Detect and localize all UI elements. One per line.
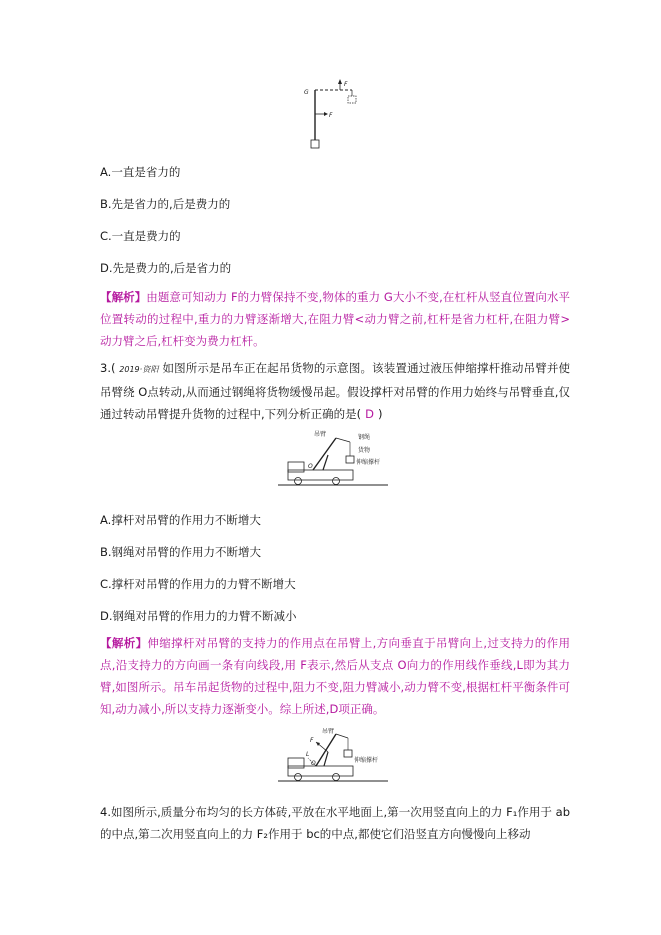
crane-figure <box>278 430 393 490</box>
q3-option-b: B.钢绳对吊臂的作用力不断增大 <box>100 545 262 559</box>
q3-stem-text: 如图所示是吊车正在起吊货物的示意图。该装置通过液压伸缩撑杆推动吊臂并使吊臂绕 O点转动,从而通过钢绳将货物缓慢吊起。假设撑杆对吊臂的作用力始终与吊臂垂直,仅通过转动吊臂提升货物的过程中,下列分析正确的是( <box>100 361 571 421</box>
label-rod-2: 伸缩撑杆 <box>354 757 379 764</box>
label-f-up: F <box>344 81 348 88</box>
lever-figure <box>300 78 370 150</box>
q2-option-b: B.先是省力的,后是费力的 <box>100 197 231 211</box>
q3-stem <box>100 357 570 425</box>
label-arm: 吊臂 <box>314 431 327 438</box>
q2-option-a: A.一直是省力的 <box>100 165 181 179</box>
q4-stem: 4.如图所示,质量分布均匀的长方体砖,平放在水平地面上,第一次用竖直向上的力 F₁作用于 ab的中点,第二次用竖直向上的力 F₂作用于 bc的中点,都使它们沿竖直方向慢慢向上移动 <box>100 805 570 841</box>
q2-analysis <box>100 286 570 352</box>
label-g: G <box>304 89 309 96</box>
label-rod: 伸缩撑杆 <box>356 459 381 466</box>
label-cargo: 货物 <box>358 447 371 454</box>
label-arm-2: 吊臂 <box>322 728 335 735</box>
label-f-right: F <box>329 112 333 119</box>
q3-analysis <box>100 632 570 720</box>
q2-analysis-text: 由题意可知动力 F的力臂保持不变,物体的重力 G大小不变,在杠杆从竖直位置向水平位置转动的过程中,重力的力臂逐渐增大,在阻力臂<动力臂之前,杠杆是省力杠杆,在阻力臂>动力臂之后,杠杆变为费力杠杆。 <box>100 290 570 348</box>
q3-option-a: A.撑杆对吊臂的作用力不断增大 <box>100 513 261 527</box>
q3-stem-end: ) <box>378 407 383 421</box>
q3-analysis-tag: 【解析】 <box>100 636 148 650</box>
q2-analysis-tag: 【解析】 <box>100 290 147 304</box>
label-o: O <box>308 463 313 470</box>
label-o-2: O <box>311 760 316 767</box>
q2-option-c: C.一直是费力的 <box>100 229 181 243</box>
label-rope: 钢绳 <box>358 434 371 441</box>
q3-analysis-text: 伸缩撑杆对吊臂的支持力的作用点在吊臂上,方向垂直于吊臂向上,过支持力的作用点,沿支持力的方向画一条有向线段,用 F表示,然后从支点 O向力的作用线作垂线,L即为其力臂,如图所示。吊车吊起货物的过程中,阻力不变,阻力臂减小,动力臂不变,根据杠杆平衡条件可知,动力减小,所以支持力逐渐变小。综上所述,D项正确。 <box>100 636 570 716</box>
q2-option-d: D.先是费力的,后是省力的 <box>100 261 232 275</box>
q3-option-c: C.撑杆对吊臂的作用力的力臂不断增大 <box>100 577 296 591</box>
crane-figure-2 <box>278 728 393 786</box>
q3-option-d: D.钢绳对吊臂的作用力的力臂不断减小 <box>100 609 297 623</box>
q3-source: 2019·资阳 <box>119 365 159 374</box>
label-l-2: L <box>306 751 310 758</box>
label-f-2: F <box>310 737 314 744</box>
q3-number: 3.( <box>100 361 116 375</box>
q3-answer: D <box>365 407 374 421</box>
